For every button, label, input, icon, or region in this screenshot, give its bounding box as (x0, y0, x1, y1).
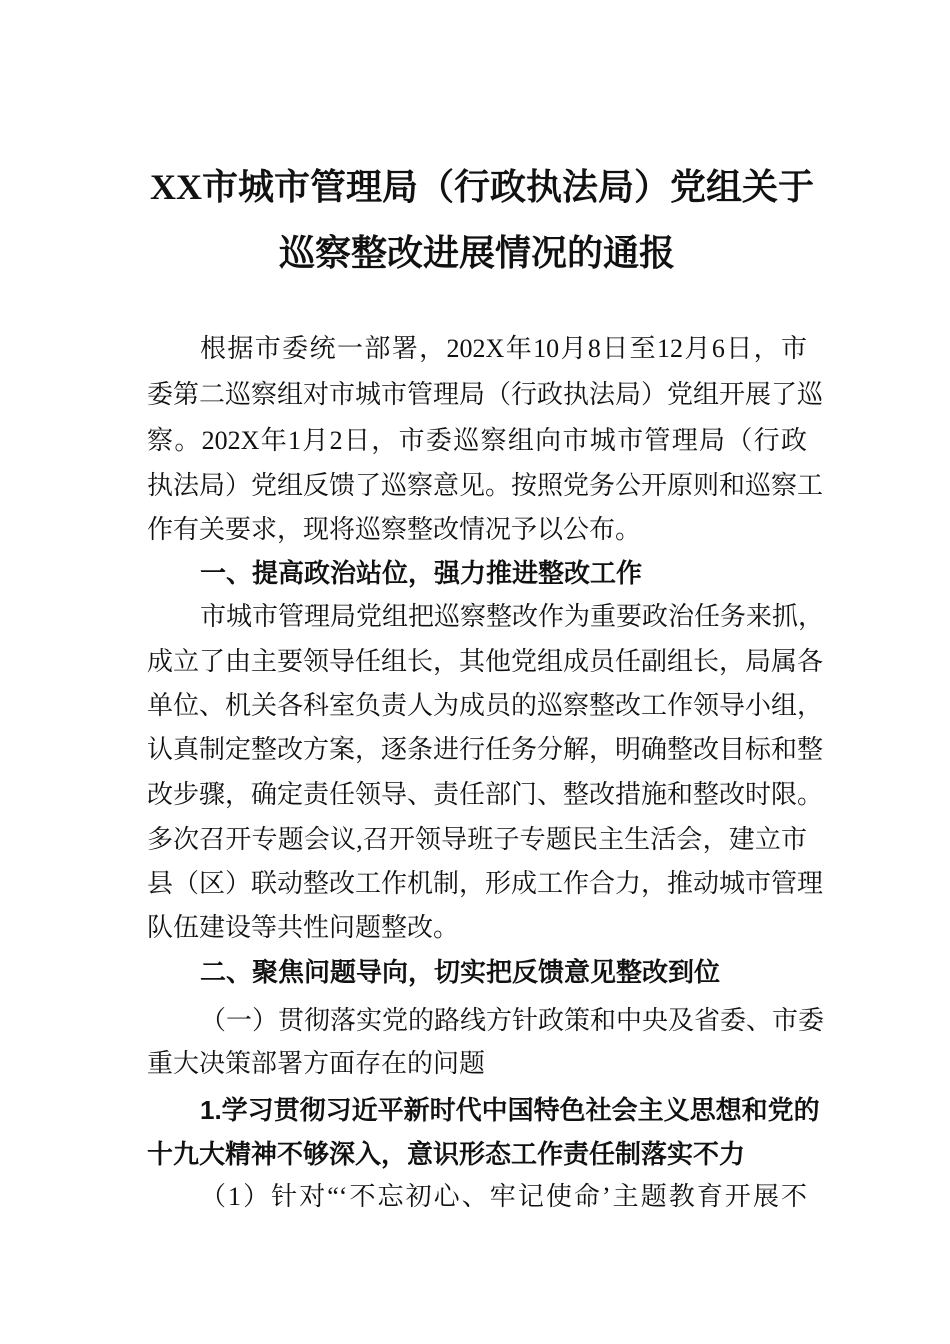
text-line: 重大决策部署方面存在的问题 (147, 1049, 486, 1078)
text-line: 执法局）党组反馈了巡察意见。按照党务公开原则和巡察工 (147, 471, 824, 500)
title-line: 巡察整改进展情况的通报 (278, 233, 675, 273)
text-line: 成立了由主要领导任组长，其他党组成员任副组长，局属各 (147, 647, 824, 676)
text-line: 察。202X年1月2日，市委巡察组向市城市管理局（行政 (147, 426, 807, 455)
text-line: 认真制定整改方案，逐条进行任务分解，明确整改目标和整 (147, 735, 824, 764)
text-line: 队伍建设等共性问题整改。 (147, 913, 460, 942)
text-line: 改步骤，确定责任领导、责任部门、整改措施和整改时限。 (147, 780, 824, 809)
section-heading-1: 一、提高政治站位，强力推进整改工作 (200, 558, 643, 588)
text-line: 委第二巡察组对市城市管理局（行政执法局）党组开展了巡 (147, 380, 824, 409)
text-line: 多次召开专题会议,召开领导班子专题民主生活会，建立市 (147, 825, 807, 854)
text-line: 市城市管理局党组把巡察整改作为重要政治任务来抓， (200, 602, 825, 631)
text-line: 作有关要求，现将巡察整改情况予以公布。 (147, 515, 642, 544)
section-heading-2: 二、聚焦问题导向，切实把反馈意见整改到位 (200, 957, 721, 987)
text-line: 单位、机关各科室负责人为成员的巡察整改工作领导小组， (147, 691, 824, 720)
text-line: 根据市委统一部署，202X年10月8日至12月6日，市 (200, 334, 807, 363)
text-line: 1.学习贯彻习近平新时代中国特色社会主义思想和党的 (200, 1095, 820, 1125)
title-line: XX市城市管理局（行政执法局）党组关于 (150, 167, 814, 207)
text-line: 十九大精神不够深入，意识形态工作责任制落实不力 (147, 1139, 746, 1169)
item-1-sub-1: （1）针对“‘不忘初心、牢记使命’主题教育开展不 (200, 1182, 807, 1211)
text-line: 县（区）联动整改工作机制，形成工作合力，推动城市管理 (147, 869, 824, 898)
text-line: （一）贯彻落实党的路线方针政策和中央及省委、市委 (200, 1006, 825, 1035)
